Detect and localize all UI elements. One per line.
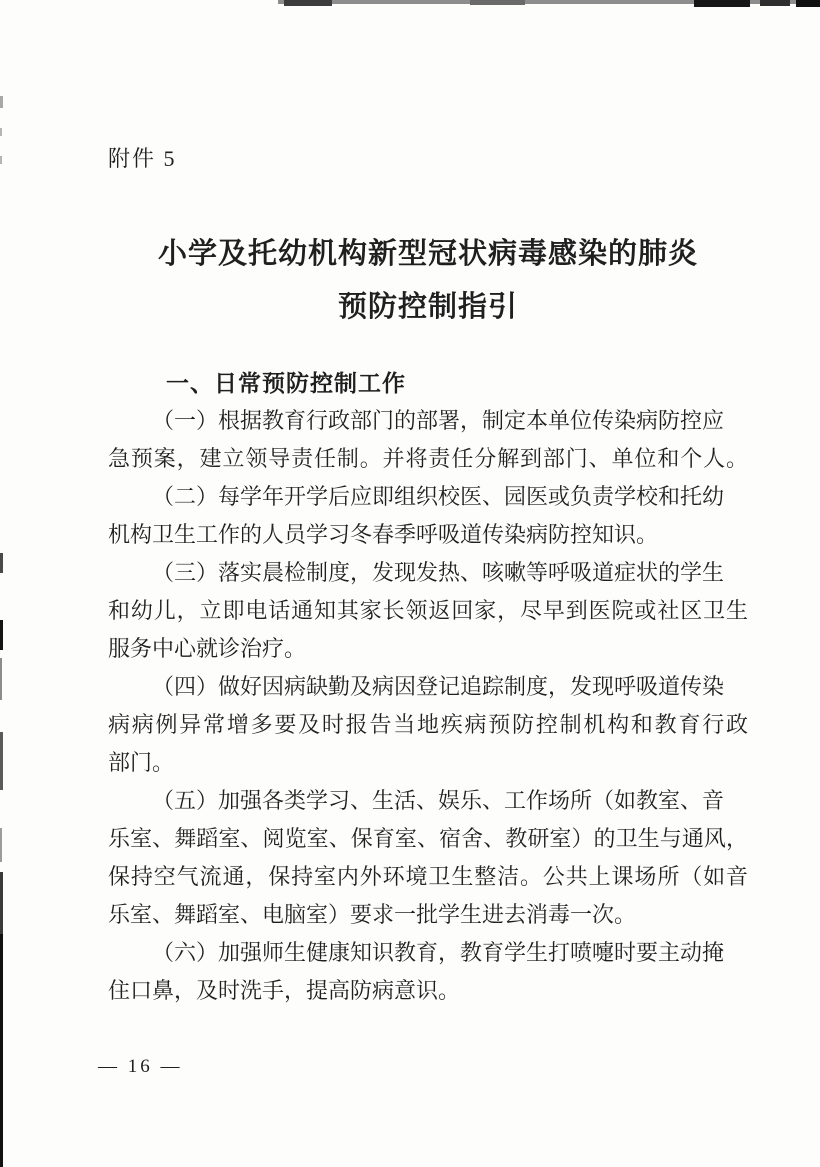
paragraph-line: （六）加强师生健康知识教育，教育学生打喷嚏时要主动掩 xyxy=(152,940,725,965)
document-title xyxy=(108,228,748,334)
paragraph-line: 和幼儿，立即电话通知其家长领返回家，尽早到医院或社区卫生 xyxy=(108,598,748,623)
scan-artifact-left-mark xyxy=(0,96,3,108)
document-title-line2: 预防控制指引 xyxy=(337,291,518,323)
paragraph-line: （五）加强各类学习、生活、娱乐、工作场所（如教室、音 xyxy=(152,788,725,813)
scan-artifact-left-mark xyxy=(0,828,2,862)
paragraph-line: 乐室、舞蹈室、阅览室、保育室、宿舍、教研室）的卫生与通风， xyxy=(108,826,748,851)
scan-artifact-left-mark xyxy=(0,156,2,164)
paragraph xyxy=(108,782,748,934)
scan-artifact-left-mark xyxy=(0,620,3,650)
scan-artifact-top-mark xyxy=(760,0,790,6)
paragraph-line: 机构卫生工作的人员学习冬春季呼吸道传染病防控知识。 xyxy=(108,522,659,547)
scan-artifact-left-mark xyxy=(0,732,3,790)
paragraph-line: 住口鼻，及时洗手，提高防病意识。 xyxy=(108,978,461,1003)
scan-artifact-top-mark xyxy=(796,0,820,7)
paragraph-line: （四）做好因病缺勤及病因登记追踪制度，发现呼吸道传染 xyxy=(152,674,725,699)
section-heading: 一、日常预防控制工作 xyxy=(166,370,406,396)
body-text xyxy=(108,402,748,1010)
scan-artifact-left-mark xyxy=(0,553,3,573)
scan-artifact-left-mark xyxy=(0,658,2,700)
paragraph xyxy=(108,478,748,554)
scan-artifact-left-strip xyxy=(0,934,3,1167)
paragraph-line: （一）根据教育行政部门的部署，制定本单位传染病防控应 xyxy=(152,408,725,433)
paragraph-line: 保持空气流通，保持室内外环境卫生整洁。公共上课场所（如音 xyxy=(108,864,748,889)
attachment-label: 附件 5 xyxy=(108,146,177,171)
page-number: — 16 — xyxy=(98,1056,183,1077)
paragraph-line: 服务中心就诊治疗。 xyxy=(108,636,307,661)
paragraph-line: 部门。 xyxy=(108,750,175,775)
paragraph xyxy=(108,934,748,1010)
paragraph-line: 病病例异常增多要及时报告当地疾病预防控制机构和教育行政 xyxy=(108,712,748,737)
paragraph-line: 乐室、舞蹈室、电脑室）要求一批学生进去消毒一次。 xyxy=(108,902,637,927)
document-title-line1: 小学及托幼机构新型冠状病毒感染的肺炎 xyxy=(157,238,698,270)
paragraph xyxy=(108,668,748,782)
paragraph-line: 急预案，建立领导责任制。并将责任分解到部门、单位和个人。 xyxy=(108,446,748,471)
document-content xyxy=(98,0,748,1078)
paragraph xyxy=(108,554,748,668)
scan-artifact-left-mark xyxy=(0,128,2,136)
paragraph-line: （三）落实晨检制度，发现发热、咳嗽等呼吸道症状的学生 xyxy=(152,560,725,585)
paragraph-line: （二）每学年开学后应即组织校医、园医或负责学校和托幼 xyxy=(152,484,725,509)
paragraph xyxy=(108,402,748,478)
scan-artifact-left-mark xyxy=(0,872,3,934)
